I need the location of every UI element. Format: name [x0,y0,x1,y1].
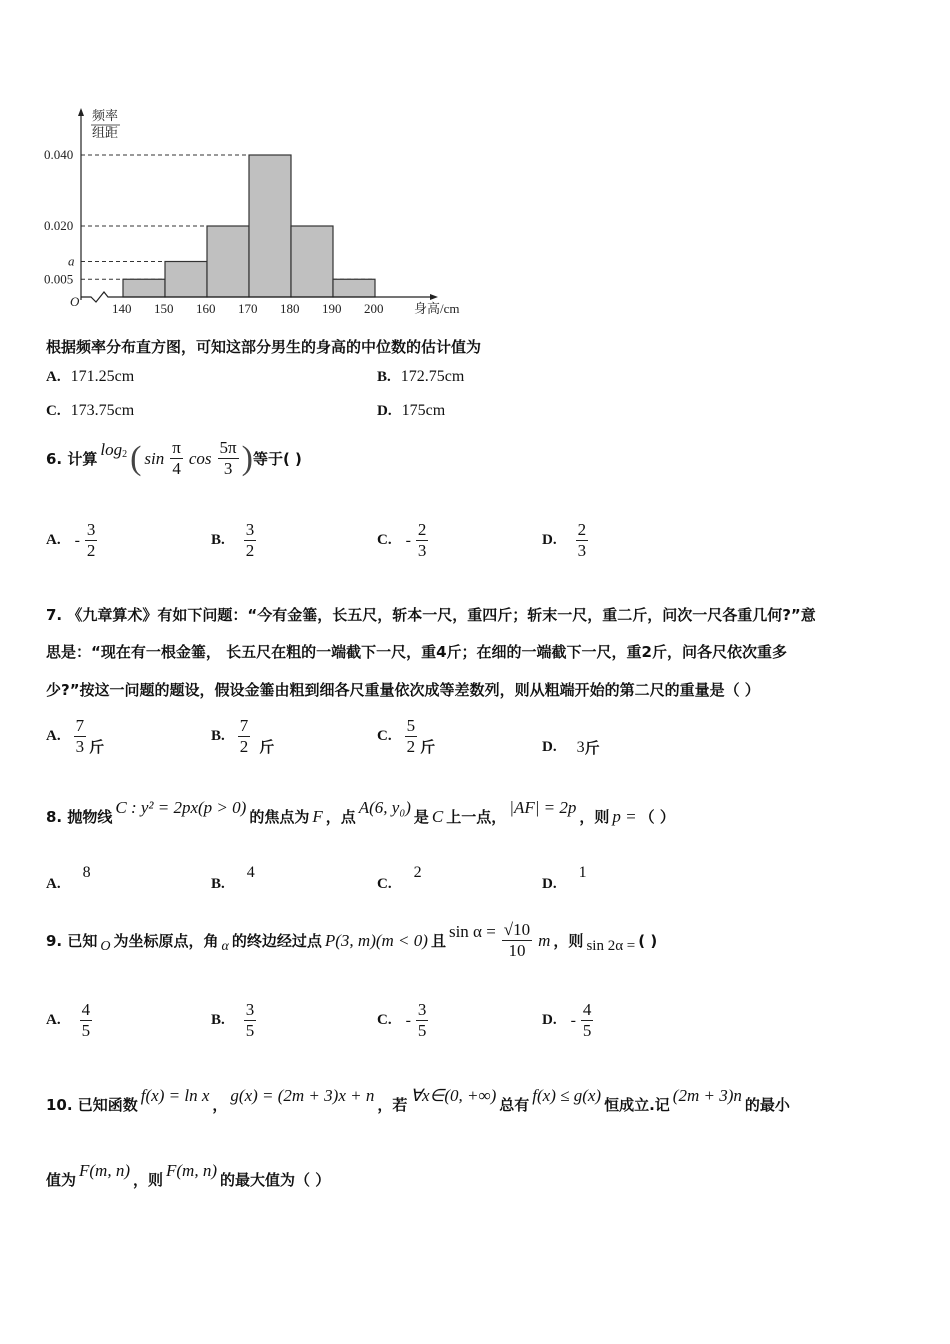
option-value: 175cm [401,402,446,419]
x-axis-label: 身高/cm [414,301,460,316]
option-letter: B. [211,1012,225,1028]
option-fraction [238,716,251,757]
q5-option-c[interactable] [46,402,134,420]
option-fraction [405,716,418,757]
text: 且 [430,932,446,950]
math-expression: F(m, n) [79,1160,130,1180]
math-point-P: P(3, m)(m < 0) [324,930,428,950]
text: 为坐标原点，角 [113,932,219,950]
q7-option-c[interactable] [377,716,435,757]
q6-option-d[interactable] [542,520,591,561]
q7-stem-line-1: 7. 《九章算术》有如下问题：“今有金箠，长五尺，斩本一尺，重四斤；斩末一尺，重二斤，问次一尺各重几何?”意 [46,606,816,624]
q8-option-d[interactable] [542,858,587,893]
option-sign: - [405,531,411,549]
numerator: 3 [245,520,255,539]
text: 的终边经过点 [231,932,322,950]
x-tick-label: 170 [238,301,258,316]
x-tick-label: 140 [112,301,132,316]
option-letter: D. [542,532,557,548]
option-sign: - [570,1011,576,1029]
q9-option-a[interactable] [46,1000,95,1041]
option-letter: D. [542,876,557,892]
x-tick-label: 190 [322,301,342,316]
math-expression: A(6, y₀) [358,797,411,817]
q5-option-a[interactable] [46,368,134,386]
option-letter: A. [46,368,61,385]
text: ，若 [377,1096,408,1114]
y-tick-label: 0.005 [44,271,74,287]
x-axis-arrow [430,294,438,300]
q8-stem [46,797,675,827]
math-expression: g(x) = (2m + 3)x + n [230,1085,375,1105]
option-letter: A. [46,532,61,548]
math-expression: f(x) ≤ g(x) [532,1085,602,1105]
numerator: 5 [406,716,416,735]
option-letter: B. [211,728,225,744]
q8-option-c[interactable] [377,858,422,893]
q10-stem-line-2 [46,1160,331,1190]
denominator: 3 [223,459,233,478]
text: 9. 已知 [46,932,98,950]
unit: 斤 [420,738,436,756]
q7-option-d[interactable] [542,737,600,758]
numerator: 3 [86,520,96,539]
option-fraction [244,1000,257,1041]
y-tick-label: 0.040 [44,147,74,162]
math-expression: p = [612,806,637,826]
q5-stem: 根据频率分布直方图，可知这部分男生的身高的中位数的估计值为 [46,338,482,356]
numerator: 2 [417,520,427,539]
histogram-bar [165,262,207,298]
q9-option-c[interactable] [377,1000,431,1041]
q5-option-b[interactable] [377,368,464,386]
option-letter: C. [46,402,61,419]
math-expression: C [431,806,444,826]
q7-option-b[interactable] [211,716,274,757]
numerator: 7 [75,716,85,735]
numerator: π [172,438,181,457]
denominator: 2 [239,737,249,756]
option-sign: - [74,531,80,549]
denominator: 2 [245,541,255,560]
x-tick-label: 160 [196,301,216,316]
q6-option-b[interactable] [211,520,259,561]
denominator: 5 [81,1021,91,1040]
q5-option-d[interactable] [377,402,445,420]
option-letter: C. [377,532,392,548]
denominator: 5 [417,1021,427,1040]
text: ，则 [133,1171,164,1189]
q8-option-a[interactable] [46,858,91,893]
y-tick-label: a [68,253,75,269]
option-sign: - [405,1011,411,1029]
math-expression: F [312,806,323,826]
text: 的最小 [744,1096,790,1114]
q9-stem [46,920,657,961]
x-tick-label: 150 [154,301,174,316]
q9-option-b[interactable] [211,1000,259,1041]
option-letter: B. [211,876,225,892]
y-axis-arrow [78,108,84,116]
numerator: 7 [239,716,249,735]
option-letter: C. [377,728,392,744]
text: （ ） [639,808,675,826]
denominator: 3 [417,541,427,560]
numerator: 4 [582,1000,592,1019]
math-expression: F(m, n) [166,1160,217,1180]
option-letter: A. [46,728,61,744]
q6-prefix: 6. 计算 [46,450,98,468]
denominator: 2 [406,737,416,756]
frequency-histogram [0,0,950,330]
option-fraction [416,520,429,561]
text: 恒成立.记 [604,1096,670,1114]
option-fraction [80,1000,93,1041]
option-value: 2 [413,863,422,881]
answer-paren: ( ) [638,931,658,950]
unit: 斤 [89,738,105,756]
q10-stem-line-1 [46,1085,790,1115]
option-letter: D. [542,739,557,755]
histogram-bar [333,279,375,297]
fraction-5pi-3 [218,438,239,479]
histogram-bar [123,279,165,297]
option-value: 173.75cm [70,402,135,419]
histogram-bar [291,226,333,297]
option-letter: D. [377,402,392,419]
option-fraction [244,520,257,561]
log-base: 2 [122,449,128,460]
q7-option-a[interactable] [46,716,104,757]
numerator: 2 [577,520,587,539]
x-tick-label: 200 [364,301,384,316]
option-letter: C. [377,876,392,892]
numerator: 4 [81,1000,91,1019]
q6-stem [46,438,302,479]
option-value: 172.75cm [400,368,465,385]
numerator: 5π [219,438,237,457]
math-sin-2alpha: sin 2α = [586,938,636,954]
denominator: 5 [245,1021,255,1040]
option-letter: B. [211,532,225,548]
math-expression: f(x) = ln x [140,1085,210,1105]
y-tick-label: 0.020 [44,218,74,233]
option-letter: B. [377,368,391,385]
option-letter: D. [542,1012,557,1028]
q7-stem-line-2: 思是：“现在有一根金箠， 长五尺在粗的一端截下一尺，重4斤；在细的一端截下一尺，重2斤，问各尺依次重多 [46,643,787,661]
text: 8. 抛物线 [46,808,113,826]
math-m: m [538,930,551,950]
text: 值为 [46,1171,77,1189]
math-expression: ∀x∈(0, +∞) [410,1085,497,1105]
math-expression: |AF| = 2p [509,797,577,817]
numerator: √10 [503,920,531,939]
left-paren: ( [130,439,142,477]
q6-option-a[interactable] [46,520,100,561]
option-value: 171.25cm [70,368,135,385]
numerator: 3 [245,1000,255,1019]
right-paren: ) [241,439,253,477]
y-axis-label-top: 频率 [92,108,119,123]
denominator: 5 [582,1021,592,1040]
histogram-bar [207,226,249,297]
option-fraction [74,716,87,757]
q6-option-c[interactable] [377,520,431,561]
text: 是 [413,808,429,826]
text: 的焦点为 [249,808,310,826]
option-value: 3 [576,738,585,756]
option-fraction [416,1000,429,1041]
option-fraction [85,520,98,561]
sin-text: sin [144,448,165,468]
denominator: 3 [75,737,85,756]
option-letter: A. [46,1012,61,1028]
unit: 斤 [259,738,275,756]
text: ，则 [553,932,584,950]
cos-text: cos [188,448,212,468]
option-value: 8 [82,863,91,881]
denominator: 2 [86,541,96,560]
text: 总有 [499,1096,530,1114]
text: 上一点， [446,808,507,826]
fraction-pi-4 [170,438,183,479]
math-sin-alpha: sin α = [448,921,496,941]
y-axis-label-bottom: 组距 [92,125,119,140]
option-value: 1 [578,863,587,881]
origin-label: O [70,294,80,309]
option-value: 4 [246,863,255,881]
math-expression: C : y² = 2px(p > 0) [115,797,247,817]
math-O: O [100,938,111,954]
text: ，则 [579,808,610,826]
q6-suffix: 等于( ) [252,450,302,468]
q7-stem-line-3: 少?”按这一问题的题设，假设金箠由粗到细各尺重量依次成等差数列，则从粗端开始的第二尺的重量是（ ） [46,681,760,699]
q9-option-d[interactable] [542,1000,596,1041]
text: ，点 [325,808,356,826]
denominator: 3 [577,541,587,560]
histogram-bar [249,155,291,297]
text: 10. 已知函数 [46,1096,138,1114]
text: ， [212,1096,228,1114]
numerator: 3 [417,1000,427,1019]
option-fraction [581,1000,594,1041]
unit: 斤 [584,739,600,757]
option-letter: A. [46,876,61,892]
denominator: 4 [172,459,181,478]
denominator: 10 [508,941,526,960]
log-text: log [100,439,123,459]
math-expression: (2m + 3)n [672,1085,742,1105]
option-letter: C. [377,1012,392,1028]
x-tick-label: 180 [280,301,300,316]
text: 的最大值为（ ） [220,1171,331,1189]
math-alpha: α [221,938,229,954]
q8-option-b[interactable] [211,858,255,893]
option-fraction [576,520,589,561]
fraction-sqrt10-10 [502,920,532,961]
